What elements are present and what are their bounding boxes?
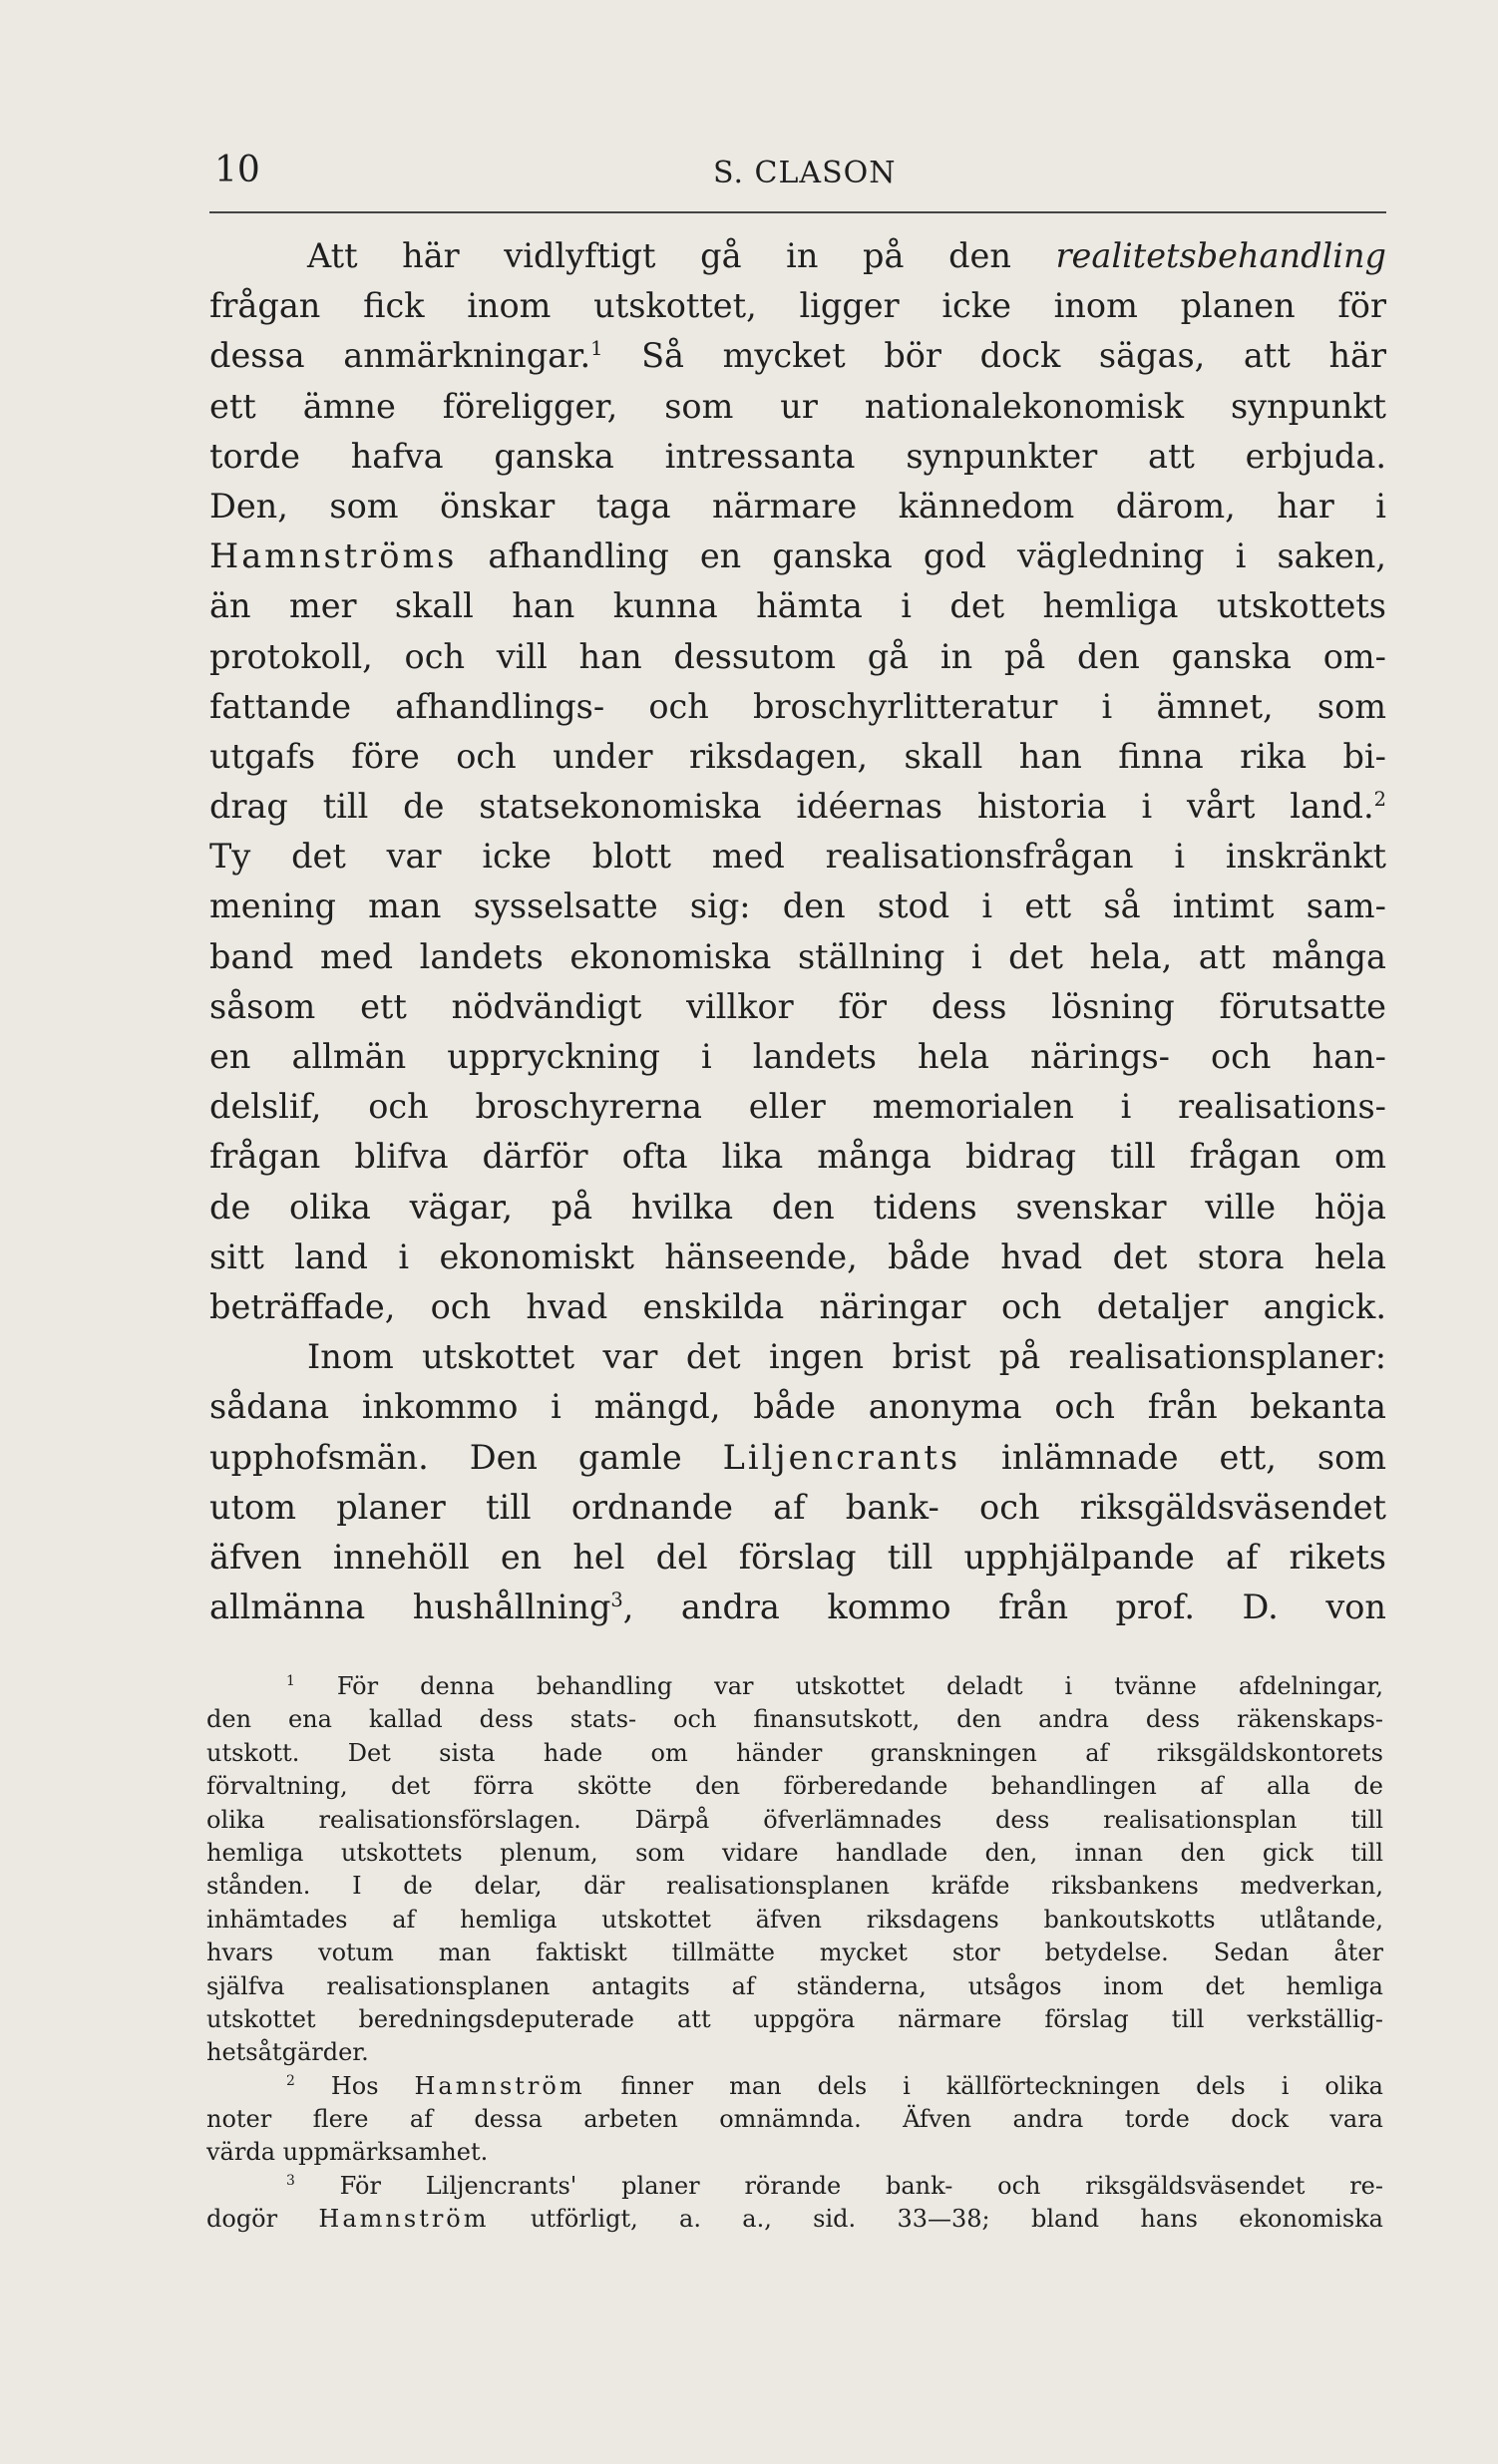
body-line: sitt land i ekonomiskt hänseende, både hvad det stora hela xyxy=(209,1236,1386,1276)
body-line: Ty det var icke blott med realisationsfrågan i inskränkt xyxy=(209,837,1386,877)
body-line: mening man sysselsatte sig: den stod i ett så intimt sam- xyxy=(209,886,1386,926)
body-line: sådana inkommo i mängd, både anonyma och från bekanta xyxy=(209,1387,1386,1427)
body-line: allmänna hushållning$^3$, andra kommo från prof. D. von xyxy=(209,1587,1386,1627)
page-number: 10 xyxy=(214,150,260,190)
page-header xyxy=(209,142,1386,201)
header-rule xyxy=(209,211,1386,213)
body-line: Hamnströms afhandling en ganska god vägledning i saken, xyxy=(209,536,1386,576)
footnote-number: 1 xyxy=(286,1673,295,1689)
body-line: protokoll, och vill han dessutom gå in på den ganska om- xyxy=(209,636,1386,676)
footnote-line: själfva realisationsplanen antagits af ständerna, utsågos inom det hemliga xyxy=(206,1971,1383,2000)
footnote-line: utskottet beredningsdeputerade att uppgöra närmare förslag till verkställig- xyxy=(206,2004,1383,2033)
body-line: Inom utskottet var det ingen brist på realisationsplaner: xyxy=(307,1337,1386,1377)
footnote-line: värda uppmärksamhet. xyxy=(206,2138,489,2167)
footnote-line: hetsåtgärder. xyxy=(206,2038,369,2067)
footnote-line: dogör Hamnström utförligt, a. a., sid. 33—38; bland hans ekonomiska xyxy=(206,2205,1383,2234)
footnote-line: noter flere af dessa arbeten omnämnda. Äfven andra torde dock vara xyxy=(206,2105,1383,2134)
footnote-number: 2 xyxy=(286,2072,295,2089)
footnote-ref: 1 xyxy=(590,337,603,361)
body-line: Den, som önskar taga närmare kännedom därom, har i xyxy=(209,486,1386,526)
body-line: drag till de statsekonomiska idéernas historia i vårt land.$^2$ xyxy=(209,787,1386,827)
footnote-line: hemliga utskottets plenum, som vidare handlade den, innan den gick till xyxy=(206,1838,1383,1867)
body-line: en allmän uppryckning i landets hela närings- och han- xyxy=(209,1037,1386,1076)
footnote-line: den ena kallad dess stats- och finansutskott, den andra dess räkenskaps- xyxy=(206,1705,1383,1734)
body-line: beträffade, och hvad enskilda näringar och detaljer angick. xyxy=(209,1286,1386,1326)
footnote-line: inhämtades af hemliga utskottet äfven riksdagens bankoutskotts utlåtande, xyxy=(206,1905,1383,1934)
footnote-line: förvaltning, det förra skötte den förberedande behandlingen af alla de xyxy=(206,1772,1383,1801)
body-line: fattande afhandlings- och broschyrlitteratur i ämnet, som xyxy=(209,686,1386,726)
body-line: torde hafva ganska intressanta synpunkter att erbjuda. xyxy=(209,436,1386,476)
footnote-number: 3 xyxy=(286,2172,295,2189)
footnote-line: hvars votum man faktiskt tillmätte mycket stor betydelse. Sedan åter xyxy=(206,1938,1383,1967)
body-line: ett ämne föreligger, som ur nationalekonomisk synpunkt xyxy=(209,386,1386,426)
body-line: än mer skall han kunna hämta i det hemliga utskottets xyxy=(209,586,1386,626)
footnote-line: $^1$ För denna behandling var utskottet deladt i tvänne afdelningar, xyxy=(286,1672,1383,1700)
footnote-ref: 3 xyxy=(610,1587,623,1611)
footnote-line: utskott. Det sista hade om händer granskningen af riksgäldskontorets xyxy=(206,1738,1383,1767)
body-line: upphofsmän. Den gamle Liljencrants inlämnade ett, som xyxy=(209,1437,1386,1477)
body-line: Att här vidlyftigt gå in på den realitetsbehandling xyxy=(307,236,1386,275)
body-line: utgafs före och under riksdagen, skall han finna rika bi- xyxy=(209,736,1386,776)
footnote-line: $^2$ Hos Hamnström finner man dels i källförteckningen dels i olika xyxy=(286,2071,1383,2100)
body-line: dessa anmärkningar.$^1$ Så mycket bör dock sägas, att här xyxy=(209,336,1387,376)
body-text xyxy=(209,231,1386,1632)
body-line: frågan fick inom utskottet, ligger icke inom planen för xyxy=(209,286,1386,326)
footnote-line: olika realisationsförslagen. Därpå öfverlämnades dess realisationsplan till xyxy=(206,1805,1383,1834)
body-line: delslif, och broschyrerna eller memorialen i realisations- xyxy=(209,1087,1386,1127)
body-line: frågan blifva därför ofta lika många bidrag till frågan om xyxy=(209,1137,1386,1177)
footnote-line: stånden. I de delar, där realisationsplanen kräfde riksbankens medverkan, xyxy=(206,1872,1383,1901)
body-line: band med landets ekonomiska ställning i det hela, att många xyxy=(209,936,1386,976)
body-line: de olika vägar, på hvilka den tidens svenskar ville höja xyxy=(209,1187,1386,1227)
footnote-ref: 2 xyxy=(1373,787,1386,811)
footnote-line: $^3$ För Liljencrants' planer rörande bank- och riksgäldsväsendet re- xyxy=(286,2171,1383,2200)
body-line: såsom ett nödvändigt villkor för dess lösning förutsatte xyxy=(209,986,1386,1026)
footnotes xyxy=(206,1670,1383,2237)
running-head: S. CLASON xyxy=(713,156,897,190)
body-line: äfven innehöll en hel del förslag till upphjälpande af rikets xyxy=(209,1537,1386,1577)
body-line: utom planer till ordnande af bank- och riksgäldsväsendet xyxy=(209,1487,1386,1527)
